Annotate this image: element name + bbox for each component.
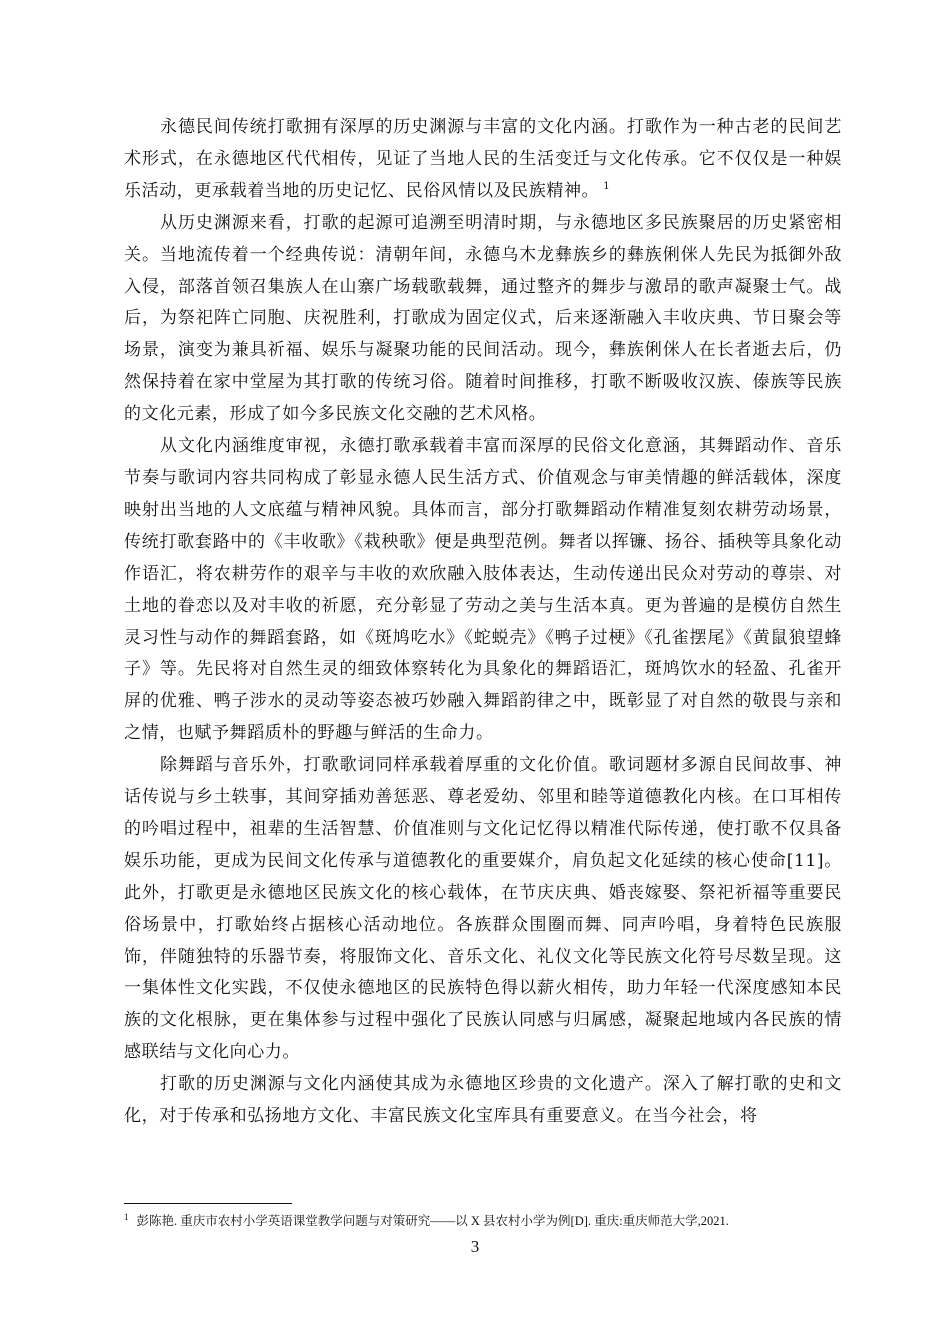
- paragraph-5: 打歌的历史渊源与文化内涵使其成为永德地区珍贵的文化遗产。深入了解打歌的史和文化，对于传承和弘扬地方文化、丰富民族文化宝库具有重要意义。在当今社会，将: [124, 1074, 842, 1127]
- paragraph-2: 从历史渊源来看，打歌的起源可追溯至明清时期，与永德地区多民族聚居的历史紧密相关。当地流传着一个经典传说：清朝年间，永德乌木龙彝族乡的彝族俐侎人先民为抵御外敌入侵，部落首领召集族人在山寨广场载歌载舞，通过整齐的舞步与激昂的歌声凝聚士气。战后，为祭祀阵亡同胞、庆祝胜利，打歌成为固定仪式，后来逐渐融入丰收庆典、节日聚会等场景，演变为兼具祈福、娱乐与凝聚功能的民间活动。现今，彝族俐侎人在长者逝去后，仍然保持着在家中堂屋为其打歌的传统习俗。随着时间推移，打歌不断吸收汉族、傣族等民族的文化元素，形成了如今多民族文化交融的艺术风格。: [124, 212, 842, 425]
- footnote-marker: 1: [124, 1211, 129, 1222]
- page-number: 3: [470, 1237, 480, 1256]
- paragraph-3: 从文化内涵维度审视，永德打歌承载着丰富而深厚的民俗文化意涵，其舞蹈动作、音乐节奏与歌词内容共同构成了彰显永德人民生活方式、价值观念与审美情趣的鲜活载体，深度映射出当地的人文底蕴与精神风貌。具体而言，部分打歌舞蹈动作精准复刻农耕劳动场景，传统打歌套路中的《丰收歌》《栽秧歌》便是典型范例。舞者以挥镰、扬谷、插秧等具象化动作语汇，将农耕劳作的艰辛与丰收的欢欣融入肢体表达，生动传递出民众对劳动的尊崇、对土地的眷恋以及对丰收的祈愿，充分彰显了劳动之美与生活本真。更为普遍的是模仿自然生灵习性与动作的舞蹈套路，如《斑鸠吃水》《蛇蜕壳》《鸭子过梗》《孔雀摆尾》《黄鼠狼望蜂子》等。先民将对自然生灵的细致体察转化为具象化的舞蹈语汇，斑鸠饮水的轻盈、孔雀开屏的优雅、鸭子涉水的灵动等姿态被巧妙融入舞蹈韵律之中，既彰显了对自然的敬畏与亲和之情，也赋予舞蹈质朴的野趣与鲜活的生命力。: [124, 436, 842, 744]
- body-text: [124, 112, 842, 1133]
- paragraph-1-text: 永德民间传统打歌拥有深厚的历史渊源与丰富的文化内涵。打歌作为一种古老的民间艺术形式，在永德地区代代相传，见证了当地人民的生活变迁与文化传承。它不仅仅是一种娱乐活动，更承载着当地的历史记忆、民俗风情以及民族精神。: [124, 117, 842, 201]
- paragraph-4: 除舞蹈与音乐外，打歌歌词同样承载着厚重的文化价值。歌词题材多源自民间故事、神话传说与乡土轶事，其间穿插劝善惩恶、尊老爱幼、邻里和睦等道德教化内核。在口耳相传的吟唱过程中，祖辈的生活智慧、价值准则与文化记忆得以精准代际传递，使打歌不仅具备娱乐功能，更成为民间文化传承与道德教化的重要媒介，肩负起文化延续的核心使命[11]。此外，打歌更是永德地区民族文化的核心载体，在节庆庆典、婚丧嫁娶、祭祀祈福等重要民俗场景中，打歌始终占据核心活动地位。各族群众围圈而舞、同声吟唱，身着特色民族服饰，伴随独特的乐器节奏，将服饰文化、音乐文化、礼仪文化等民族文化符号尽数呈现。这一集体性文化实践，不仅使永德地区的民族特色得以薪火相传，助力年轻一代深度感知本民族的文化根脉，更在集体参与过程中强化了民族认同感与归属感，凝聚起地域内各民族的情感联结与文化向心力。: [124, 755, 842, 1063]
- footnote-reference[interactable]: 1: [603, 181, 610, 193]
- paragraph-1: [124, 112, 842, 208]
- footnote: [124, 1212, 864, 1230]
- footnote-text: 彭陈艳. 重庆市农村小学英语课堂教学问题与对策研究——以 X 县农村小学为例[D]. 重庆:重庆师范大学,2021.: [136, 1214, 729, 1228]
- footnote-separator: [124, 1203, 292, 1204]
